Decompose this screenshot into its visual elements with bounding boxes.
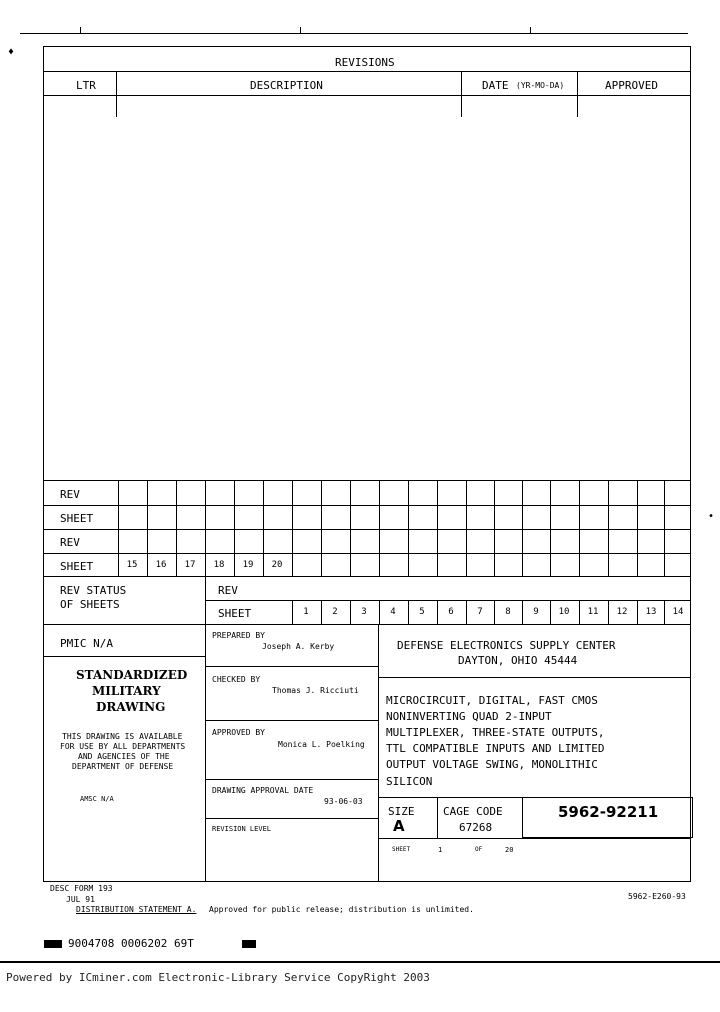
part-title-line: MICROCIRCUIT, DIGITAL, FAST CMOS xyxy=(386,694,598,707)
sheet-number: 12 xyxy=(616,607,628,617)
sheet-number: 13 xyxy=(645,607,657,617)
part-title-line: NONINVERTING QUAD 2-INPUT xyxy=(386,710,552,723)
grid-column-line xyxy=(522,480,523,576)
sheet-number: 1 xyxy=(303,607,309,617)
grid-column-line xyxy=(608,480,609,576)
checked-label: CHECKED BY xyxy=(212,675,261,684)
signature-rule xyxy=(205,818,378,819)
sheet-number: 20 xyxy=(271,560,283,570)
top-tick xyxy=(80,27,81,33)
approved-col-line xyxy=(577,71,578,117)
size-divider xyxy=(437,797,438,838)
pmic-label: PMIC N/A xyxy=(60,637,113,650)
sheet-of-number: 1 xyxy=(438,846,443,854)
size-label: SIZE xyxy=(388,805,415,818)
sheet-of-word: OF xyxy=(475,846,483,853)
grid-column-line xyxy=(664,480,665,576)
availability-line: AND AGENCIES OF THE xyxy=(78,752,170,761)
signature-divider xyxy=(378,624,379,882)
cage-code-value: 67268 xyxy=(459,821,493,834)
grid-column-line xyxy=(292,480,293,576)
grid-column-line xyxy=(350,480,351,576)
sheet-label: SHEET xyxy=(60,560,94,573)
grid-rule xyxy=(43,480,691,481)
sheet-number: 19 xyxy=(242,560,254,570)
grid-rule xyxy=(205,600,691,601)
amsc-label: AMSC N/A xyxy=(80,795,114,803)
drawing-number: 5962-92211 xyxy=(558,803,659,821)
approval-date-label: DRAWING APPROVAL DATE xyxy=(212,786,314,795)
part-title-line: TTL COMPATIBLE INPUTS AND LIMITED xyxy=(386,742,605,755)
col-description: DESCRIPTION xyxy=(250,79,323,92)
sheet-number: 2 xyxy=(332,607,338,617)
sheet-number: 11 xyxy=(587,607,599,617)
top-rule xyxy=(20,33,688,34)
part-title-line: MULTIPLEXER, THREE-STATE OUTPUTS, xyxy=(386,726,605,739)
sheet-number: 17 xyxy=(184,560,196,570)
powered-by: Powered by ICminer.com Electronic-Library Service CopyRight 2003 xyxy=(6,971,430,984)
grid-column-line xyxy=(494,480,495,576)
sheet-number: 16 xyxy=(155,560,167,570)
revisions-title: REVISIONS xyxy=(335,56,395,69)
top-tick xyxy=(530,27,531,33)
approval-date: 93-06-03 xyxy=(324,797,363,806)
of-sheets-label: OF SHEETS xyxy=(60,598,120,611)
sheet-label: SHEET xyxy=(218,607,252,620)
rev-label: REV xyxy=(60,536,80,549)
sheet-of-label: SHEET xyxy=(392,846,411,853)
col-date-format: (YR-MO-DA) xyxy=(516,81,565,90)
approved-name: Monica L. Poelking xyxy=(278,740,365,749)
grid-rule xyxy=(43,553,691,554)
grid-column-line xyxy=(579,480,580,576)
revisions-rule xyxy=(43,71,691,72)
date-col-line xyxy=(461,71,462,117)
approved-label: APPROVED BY xyxy=(212,728,265,737)
sheet-number: 8 xyxy=(505,607,511,617)
margin-mark: • xyxy=(708,511,715,522)
prepared-name: Joseph A. Kerby xyxy=(262,642,335,651)
cage-code-label: CAGE CODE xyxy=(443,805,503,818)
pmic-rule xyxy=(43,656,205,657)
grid-column-line xyxy=(408,480,409,576)
sheet-label: SHEET xyxy=(60,512,94,525)
size-value: A xyxy=(393,817,405,835)
sheet-number: 14 xyxy=(672,607,684,617)
grid-rule xyxy=(43,624,691,625)
agency-line: DAYTON, OHIO 45444 xyxy=(458,654,578,667)
checked-name: Thomas J. Ricciuti xyxy=(272,686,359,695)
rev-label: REV xyxy=(218,584,238,597)
distribution-label: DISTRIBUTION STATEMENT A. xyxy=(76,905,197,914)
size-bottom-rule xyxy=(378,838,691,839)
sheet-number: 10 xyxy=(558,607,570,617)
sheet-number: 7 xyxy=(477,607,483,617)
barcode-mark xyxy=(44,940,62,948)
smd-title-line: MILITARY xyxy=(92,684,161,698)
agency-rule xyxy=(378,677,691,678)
col-date: DATE xyxy=(482,79,509,92)
smd-title-line: DRAWING xyxy=(96,700,166,714)
part-title-line: SILICON xyxy=(386,775,433,788)
rev-status-label: REV STATUS xyxy=(60,584,127,597)
signature-rule xyxy=(205,720,378,721)
barcode-mark xyxy=(242,940,256,948)
grid-column-line xyxy=(379,480,380,576)
sheet-number: 4 xyxy=(390,607,396,617)
sheet-number: 5 xyxy=(419,607,425,617)
form-code: 5962-E260-93 xyxy=(628,892,686,901)
grid-column-line xyxy=(466,480,467,576)
top-tick xyxy=(300,27,301,33)
form-number-line: DESC FORM 193 xyxy=(50,884,113,893)
signature-rule xyxy=(205,666,378,667)
footer-rule xyxy=(0,961,720,963)
col-approved: APPROVED xyxy=(605,79,658,92)
revisions-header-rule xyxy=(43,95,691,96)
availability-line: FOR USE BY ALL DEPARTMENTS xyxy=(60,742,186,751)
margin-mark: ♦ xyxy=(8,47,15,58)
distribution-text: Approved for public release; distribution is unlimited. xyxy=(209,905,474,914)
grid-column-line xyxy=(550,480,551,576)
availability-line: DEPARTMENT OF DEFENSE xyxy=(72,762,174,771)
sheet-number: 6 xyxy=(448,607,454,617)
availability-line: THIS DRAWING IS AVAILABLE xyxy=(62,732,183,741)
revision-level-label: REVISION LEVEL xyxy=(212,825,272,833)
left-panel-divider xyxy=(205,576,206,882)
grid-column-line xyxy=(637,480,638,576)
sheet-number: 9 xyxy=(533,607,539,617)
ltr-col-line xyxy=(116,71,117,117)
grid-column-line xyxy=(437,480,438,576)
agency-line: DEFENSE ELECTRONICS SUPPLY CENTER xyxy=(397,639,616,652)
sheet-number: 3 xyxy=(361,607,367,617)
sheet-number: 18 xyxy=(213,560,225,570)
part-title-line: OUTPUT VOLTAGE SWING, MONOLITHIC xyxy=(386,758,598,771)
sheet-number: 15 xyxy=(126,560,138,570)
col-ltr: LTR xyxy=(76,79,96,92)
sheet-of-total: 20 xyxy=(505,846,514,854)
grid-rule xyxy=(43,505,691,506)
prepared-label: PREPARED BY xyxy=(212,631,265,640)
form-date-line: JUL 91 xyxy=(66,895,95,904)
grid-rule xyxy=(43,529,691,530)
barcode-text: 9004708 0006202 69T xyxy=(68,937,194,950)
grid-rule xyxy=(43,576,691,577)
smd-title-line: STANDARDIZED xyxy=(76,668,188,682)
rev-label: REV xyxy=(60,488,80,501)
signature-rule xyxy=(205,779,378,780)
grid-column-line xyxy=(321,480,322,576)
